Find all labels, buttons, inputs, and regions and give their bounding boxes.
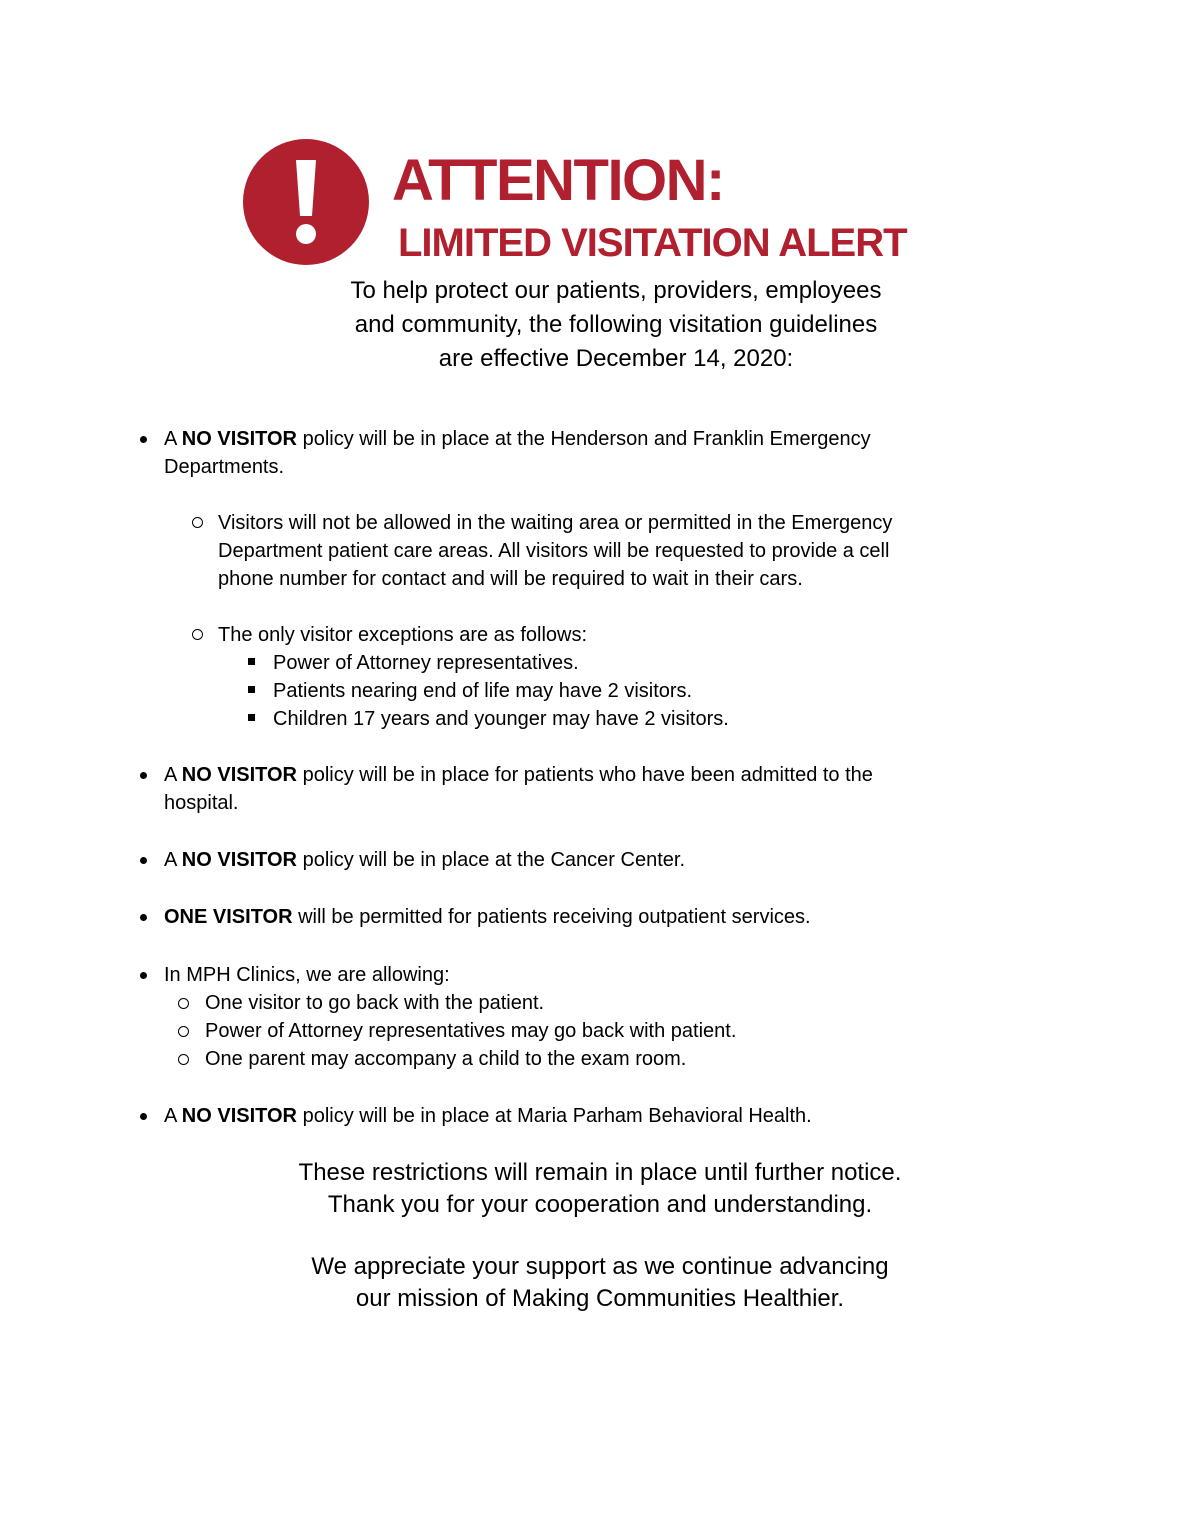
policy-text <box>164 846 685 874</box>
bullet-dot <box>140 914 147 921</box>
square-bullet <box>248 686 255 693</box>
sub-item-text: Department patient care areas. All visitors will be requested to provide a cell <box>218 540 890 562</box>
policy-text-rest: will be permitted for patients receiving outpatient services. <box>292 906 811 928</box>
intro-line: are effective December 14, 2020: <box>438 345 794 372</box>
bullet-dot <box>140 436 147 443</box>
sub-bullet-circle <box>192 517 203 528</box>
sub-bullet-circle <box>178 1054 189 1065</box>
policy-text-rest: policy will be in place at Maria Parham Behavioral Health. <box>297 1105 812 1127</box>
clinic-sub-item: One visitor to go back with the patient. <box>205 992 545 1014</box>
policy-text: In MPH Clinics, we are allowing: <box>164 964 450 986</box>
policy-text-continued: hospital. <box>164 792 239 814</box>
sub-bullet-circle <box>192 629 203 640</box>
closing-line: We appreciate your support as we continue advancing <box>311 1253 889 1280</box>
bullet-dot <box>140 1113 147 1120</box>
square-bullet <box>248 658 255 665</box>
policy-text <box>164 903 811 931</box>
exception-item: Power of Attorney representatives. <box>273 652 579 674</box>
policy-prefix: A <box>164 849 182 871</box>
policy-text-rest: policy will be in place at the Cancer Center. <box>297 849 685 871</box>
intro-line: To help protect our patients, providers, employees <box>350 277 882 304</box>
bullet-dot <box>140 857 147 864</box>
sub-bullet-circle <box>178 1026 189 1037</box>
sub-item-text: Visitors will not be allowed in the waiting area or permitted in the Emergency <box>218 512 893 534</box>
sub-bullet-circle <box>178 998 189 1009</box>
alert-title: ATTENTION: <box>392 148 724 213</box>
exception-item: Children 17 years and younger may have 2 visitors. <box>273 708 729 730</box>
policy-prefix: A <box>164 428 182 450</box>
policy-emphasis: NO VISITOR <box>181 428 298 450</box>
intro-line: and community, the following visitation guidelines <box>354 311 878 338</box>
policy-text-rest: policy will be in place for patients who have been admitted to the <box>297 764 873 786</box>
closing-line: our mission of Making Communities Healthier. <box>355 1285 845 1312</box>
policy-prefix: A <box>164 1105 182 1127</box>
sub-item-text: phone number for contact and will be required to wait in their cars. <box>218 568 803 590</box>
policy-emphasis: ONE VISITOR <box>164 906 293 928</box>
policy-text <box>164 1102 812 1130</box>
policy-text <box>164 425 871 453</box>
intro-paragraph <box>300 274 932 376</box>
policy-text-continued: Departments. <box>164 456 285 478</box>
clinic-sub-item: One parent may accompany a child to the exam room. <box>205 1048 687 1070</box>
policy-text <box>164 761 873 789</box>
closing-line: Thank you for your cooperation and understanding. <box>327 1191 873 1218</box>
closing-line: These restrictions will remain in place until further notice. <box>298 1159 902 1186</box>
exclamation-circle-icon <box>242 138 370 266</box>
policy-prefix: A <box>164 764 182 786</box>
policy-text-rest: policy will be in place at the Henderson and Franklin Emergency <box>297 428 871 450</box>
alert-subtitle: LIMITED VISITATION ALERT <box>398 221 907 265</box>
policy-emphasis: NO VISITOR <box>181 849 298 871</box>
policy-emphasis: NO VISITOR <box>181 764 298 786</box>
policy-emphasis: NO VISITOR <box>181 1105 298 1127</box>
sub-item-text: The only visitor exceptions are as follows: <box>218 624 588 646</box>
clinic-sub-item: Power of Attorney representatives may go back with patient. <box>205 1020 737 1042</box>
bullet-dot <box>140 772 147 779</box>
square-bullet <box>248 714 255 721</box>
bullet-dot <box>140 972 147 979</box>
exception-item: Patients nearing end of life may have 2 visitors. <box>273 680 693 702</box>
